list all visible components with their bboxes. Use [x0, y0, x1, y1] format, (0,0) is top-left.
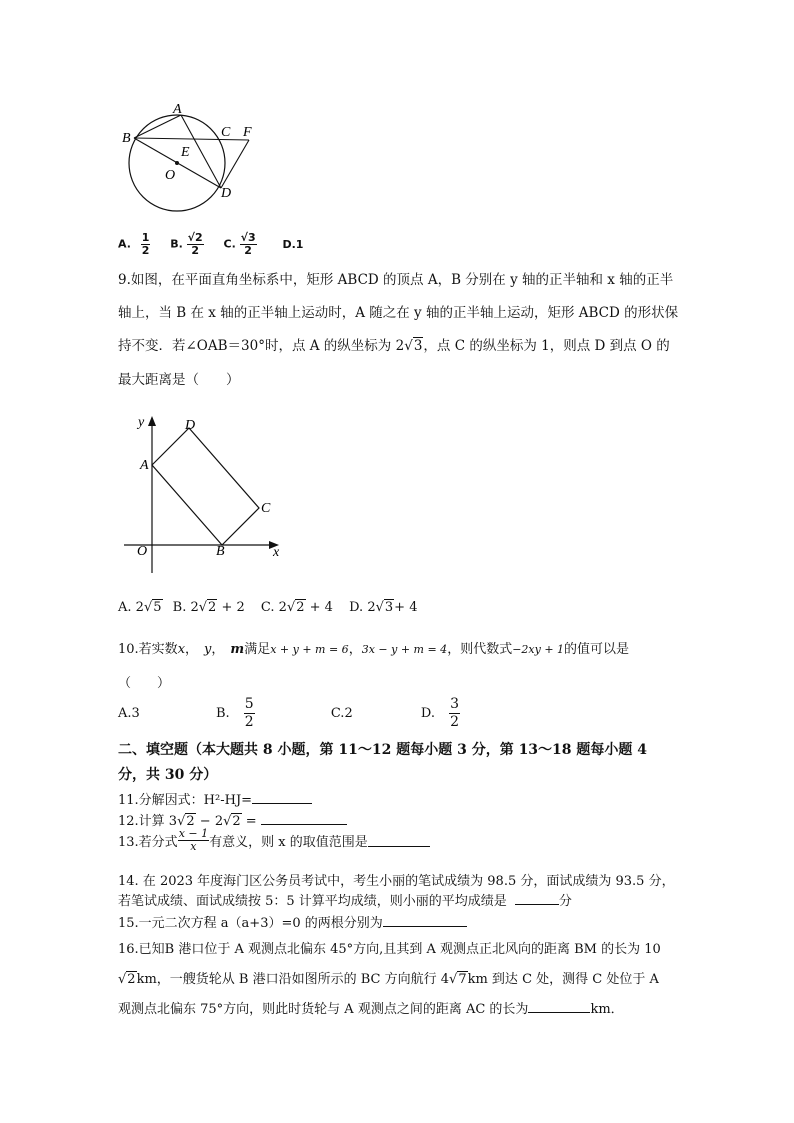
label-x: x: [273, 545, 280, 560]
label-d2: D: [185, 418, 196, 433]
circle-figure: [118, 100, 268, 220]
q9-option-b: B. 2√2 + 2: [172, 600, 245, 615]
label-f: F: [243, 125, 252, 140]
q10-paren: （ ）: [118, 676, 171, 691]
q16-line-1: 16.已知B 港口位于 A 观测点北偏东 45°方向,且其到 A 观测点正北风向的距离 BM 的长为 10: [118, 942, 661, 957]
q9-line-3: 持不变．若∠OAB＝30°时，点 A 的纵坐标为 2√3，点 C 的纵坐标为 1，则点 D 到点 O 的: [118, 338, 670, 354]
segment-ba: [134, 115, 181, 138]
label-c: C: [221, 125, 231, 140]
label-y: y: [138, 415, 145, 430]
q8-option-d: D.1: [282, 238, 304, 251]
answer-blank[interactable]: [383, 914, 467, 927]
q9-option-c: C. 2√2 + 4: [260, 600, 333, 615]
q10-line-1: 10.若实数x， y， m满足x + y + m = 6，3x − y + m = 4，则代数式−2xy + 1的值可以是: [118, 642, 630, 657]
label-d: D: [221, 186, 232, 201]
label-c2: C: [261, 501, 271, 516]
q8-option-a: A. $\frac{1}{2}$: [118, 231, 150, 257]
q9-options: [118, 600, 417, 615]
sqrt-3: √3: [404, 338, 423, 354]
label-o2: O: [137, 544, 148, 559]
q10-option-c: C.2: [330, 706, 353, 721]
center-point: [175, 161, 179, 165]
q10-option-a: A.3: [118, 706, 140, 721]
q11: 11.分解因式：H²-HJ=: [118, 789, 312, 808]
rectangle-abcd: [152, 428, 259, 545]
q9-line-1: 9.如图，在平面直角坐标系中，矩形 ABCD 的顶点 A，B 分别在 y 轴的正半轴和 x 轴的正半: [118, 272, 674, 288]
label-a: A: [173, 102, 182, 117]
q14-line-2: 若笔试成绩、面试成绩按 5：5 计算平均成绩，则小丽的平均成绩是 分: [118, 894, 572, 909]
label-a2: A: [140, 458, 149, 473]
q10-option-b: B. $\frac{5}{2}$: [215, 696, 254, 730]
q9-line-2: 轴上，当 B 在 x 轴的正半轴上运动时，A 随之在 y 轴的正半轴上运动，矩形 ABCD 的形状保: [118, 305, 679, 321]
segment-bf: [134, 138, 249, 140]
q12: 12.计算 3√2 − 2√2 =: [118, 810, 347, 829]
q9-line-4: 最大距离是（ ）: [118, 372, 240, 388]
q10-option-d: D. $\frac{3}{2}$: [420, 696, 460, 730]
q16-line-3: 观测点北偏东 75°方向，则此时货轮与 A 观测点之间的距离 AC 的长为 km．: [118, 1002, 624, 1017]
q14-line-1: 14. 在 2023 年度海门区公务员考试中，考生小丽的笔试成绩为 98.5 分，面试成绩为 93.5 分，: [118, 874, 675, 889]
q9-option-a: A. 2√5: [118, 600, 162, 615]
answer-blank[interactable]: [528, 1000, 590, 1013]
section-2-title-line-1: 二、填空题（本大题共 8 小题，第 11～12 题每小题 3 分，第 13～18 题每小题 4: [118, 742, 648, 758]
section-2-title-line-2: 分，共 30 分）: [118, 767, 218, 783]
answer-blank[interactable]: [252, 791, 312, 804]
q16-line-2: √2km，一艘货轮从 B 港口沿如图所示的 BC 方向航行 4√7km 到达 C 处，测得 C 处位于 A: [118, 972, 659, 987]
label-b: B: [122, 131, 131, 146]
answer-blank[interactable]: [368, 834, 430, 847]
coordinate-figure: [118, 408, 293, 576]
label-b2: B: [216, 544, 225, 559]
q9-option-d: D. 2√3+ 4: [349, 600, 418, 615]
q8-options: [118, 232, 303, 257]
q10-options: [118, 696, 460, 731]
label-o: O: [165, 168, 176, 183]
y-axis-arrow: [148, 416, 156, 426]
answer-blank[interactable]: [515, 892, 559, 905]
q8-option-b: B. $\frac{√2}{2}$: [170, 231, 203, 257]
q15: 15.一元二次方程 a（a+3）=0 的两根分别为: [118, 912, 467, 931]
q13: 13.若分式 $\frac{x - 1}{x}$ 有意义，则 x 的取值范围是: [118, 828, 430, 853]
answer-blank[interactable]: [261, 812, 347, 825]
label-e: E: [181, 145, 190, 160]
q8-option-c: C. $\frac{√3}{2}$: [223, 231, 256, 257]
